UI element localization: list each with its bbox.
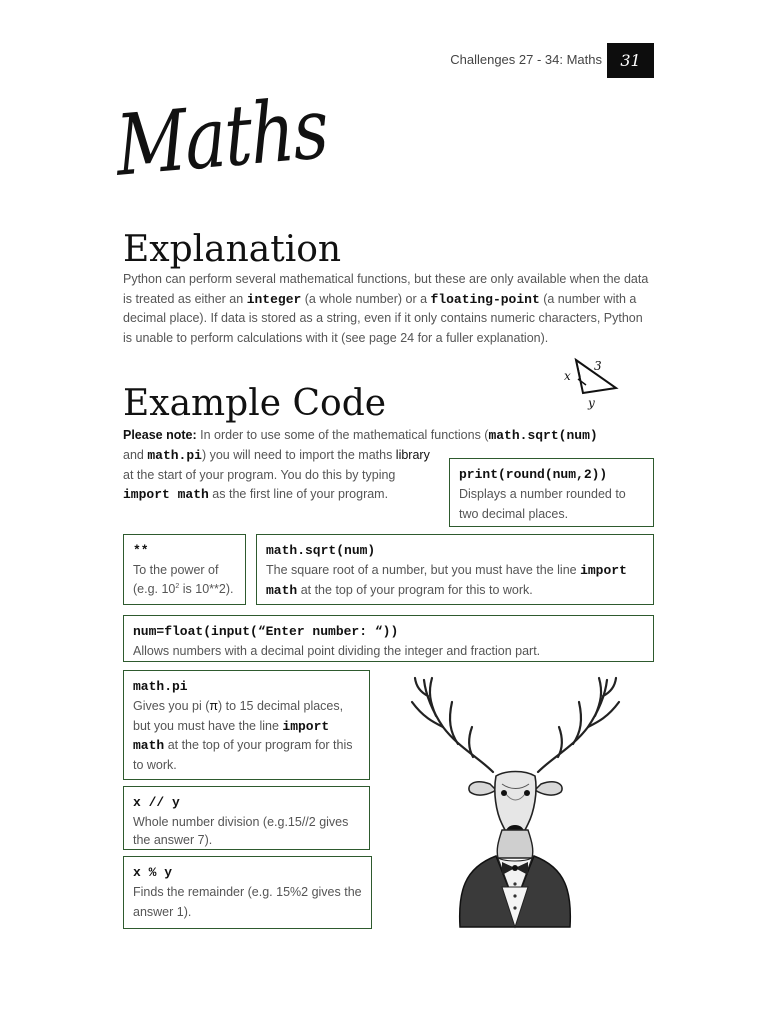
card-modulo — [123, 856, 372, 929]
triangle-label-x: x — [564, 369, 571, 383]
sqrt-keyword-math: math — [266, 582, 298, 598]
power-desc-2: is 10**2). — [179, 582, 234, 596]
note-text-2: and — [123, 448, 148, 462]
note-text-3: ) you will need to import the maths — [201, 448, 396, 462]
card-pi — [123, 670, 370, 780]
triangle-label-3: 3 — [594, 359, 602, 373]
note-text-1: In order to use some of the mathematical functions ( — [196, 428, 489, 442]
triangle-sketch-icon — [560, 355, 624, 411]
pi-desc-2: ) to 15 decimal places, but you must have the line — [133, 699, 344, 733]
pi-desc-1: Gives you pi ( — [133, 699, 210, 713]
example-note-line1 — [123, 426, 643, 446]
sqrt-keyword-import: import — [580, 563, 627, 578]
explanation-paragraph — [123, 270, 653, 348]
card-pi-desc — [133, 697, 360, 775]
keyword-math-sqrt: math.sqrt(num) — [488, 428, 598, 443]
pi-keyword-import: import — [282, 718, 330, 734]
card-mod-desc: Finds the remainder (e.g. 15%2 gives the answer 1). — [133, 885, 362, 919]
explanation-text-2: (a whole number) or a — [301, 291, 431, 306]
card-float-input — [123, 615, 654, 662]
page-title: Maths — [113, 79, 330, 195]
card-pi-title: math.pi — [133, 679, 188, 694]
pi-symbol: π — [209, 699, 219, 713]
please-note-label: Please note: — [123, 428, 197, 442]
card-sqrt-title: math.sqrt(num) — [266, 543, 376, 558]
sqrt-desc-2: at the top of your program for this to work. — [297, 582, 533, 597]
keyword-import-math: import math — [123, 487, 209, 502]
card-floor-division — [123, 786, 370, 850]
card-floordiv-desc: Whole number division (e.g.15//2 gives the answer 7). — [133, 815, 349, 847]
deer-in-suit-illustration — [398, 672, 633, 932]
power-superscript: 2 — [175, 582, 180, 590]
card-round-title: print(round(num,2)) — [459, 467, 608, 482]
note-text-4: at the start of your program. You do this by typing — [123, 467, 396, 482]
running-header: Challenges 27 - 34: Maths — [450, 52, 602, 67]
keyword-integer: integer — [246, 291, 302, 307]
keyword-floating-point: floating-point — [430, 291, 540, 307]
pi-desc-3: at the top of your program for this to work. — [133, 738, 353, 772]
card-mod-title: x % y — [133, 865, 173, 880]
pi-keyword-math: math — [133, 738, 165, 753]
explanation-text-1: Python can perform several mathematical functions, but these are only available when the data is treated as either an — [123, 272, 649, 306]
triangle-label-y: y — [588, 396, 595, 410]
power-desc-1: To the power of (e.g. 10 — [133, 563, 219, 596]
card-sqrt — [256, 534, 654, 605]
page-number: 31 — [607, 43, 654, 78]
note-text-5: as the first line of your program. — [208, 487, 389, 501]
sqrt-desc-1: The square root of a number, but you must have the line — [266, 563, 581, 577]
card-round-desc: Displays a number rounded to two decimal places. — [459, 487, 626, 521]
keyword-math-pi: math.pi — [147, 448, 202, 463]
card-sqrt-desc — [266, 561, 644, 600]
example-code-heading: Example Code — [123, 383, 387, 424]
card-power-desc — [133, 561, 236, 599]
card-floordiv-title: x // y — [133, 795, 180, 810]
card-power-title: ** — [133, 543, 149, 558]
card-float-title: num=float(input(“Enter number: “)) — [133, 624, 399, 639]
example-note-rest — [123, 446, 441, 505]
explanation-text-3: (a number with a decimal place). If data is stored as a string, even if it only contains numeric characters, Python is unable to perform calculations with it (see page 24 for a fuller explanation). — [123, 291, 643, 345]
card-power — [123, 534, 246, 605]
library-word: library — [395, 448, 430, 462]
card-float-desc: Allows numbers with a decimal point dividing the integer and fraction part. — [133, 644, 541, 658]
explanation-heading: Explanation — [123, 229, 342, 270]
card-round — [449, 458, 654, 527]
